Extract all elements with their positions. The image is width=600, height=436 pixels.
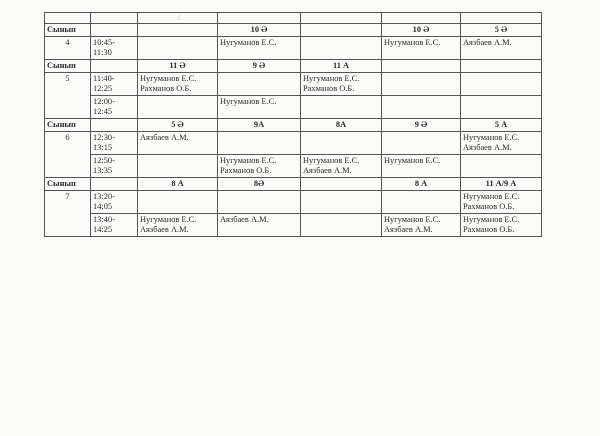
- teacher-name: Нугуманов Е.С.: [220, 156, 277, 165]
- class-name-cell: 10 Ə: [382, 24, 461, 37]
- class-label-cell: Сынып: [45, 119, 91, 132]
- teacher-cell: [138, 132, 218, 155]
- lesson-time-cell: [91, 214, 138, 237]
- teacher-cell: [461, 155, 542, 178]
- teacher-cell: [301, 155, 382, 178]
- time-line: 13:15: [93, 143, 113, 152]
- time-header-cell: [91, 178, 138, 191]
- schedule-table: [44, 12, 542, 237]
- teacher-cell: [382, 37, 461, 60]
- teacher-name: Аязбаев А.М.: [140, 133, 189, 142]
- teacher-cell: [218, 132, 301, 155]
- teacher-name: Рахманов О.Б.: [463, 202, 515, 211]
- lesson-row: [45, 132, 542, 155]
- teacher-cell: [301, 37, 382, 60]
- teacher-cell: [138, 96, 218, 119]
- teacher-name: Аязбаев А.М.: [220, 215, 269, 224]
- teacher-cell: [218, 37, 301, 60]
- lesson-time-cell: [91, 132, 138, 155]
- time-line: 11:40-: [93, 74, 115, 83]
- teacher-name: Аязбаев А.М.: [303, 166, 352, 175]
- class-header-row: [45, 60, 542, 73]
- teacher-cell: [461, 96, 542, 119]
- class-name-cell: 11 Ə: [138, 60, 218, 73]
- table-cell: [218, 13, 301, 24]
- class-name-cell: 10 Ə: [218, 24, 301, 37]
- teacher-cell: [461, 132, 542, 155]
- class-label-cell: Сынып: [45, 178, 91, 191]
- teacher-cell: [301, 132, 382, 155]
- class-name-cell: 11 А: [301, 60, 382, 73]
- teacher-cell: [382, 155, 461, 178]
- lesson-row: [45, 73, 542, 96]
- teacher-cell: [461, 37, 542, 60]
- teacher-cell: [382, 96, 461, 119]
- class-label-cell: Сынып: [45, 24, 91, 37]
- time-line: 14:05: [93, 202, 113, 211]
- time-header-cell: [91, 119, 138, 132]
- teacher-name: Нугуманов Е.С.: [384, 215, 441, 224]
- teacher-cell: [301, 73, 382, 96]
- teacher-name: Нугуманов Е.С.: [140, 215, 197, 224]
- teacher-cell: [138, 214, 218, 237]
- teacher-name: Нугуманов Е.С.: [220, 38, 277, 47]
- teacher-name: Нугуманов Е.С.: [140, 74, 197, 83]
- class-name-cell: [301, 178, 382, 191]
- lesson-time-cell: [91, 37, 138, 60]
- class-name-cell: 11 А/9 А: [461, 178, 542, 191]
- lesson-number-cell: 4: [45, 37, 91, 60]
- teacher-cell: [382, 73, 461, 96]
- class-name-cell: [301, 24, 382, 37]
- teacher-name: Аязбаев А.М.: [384, 225, 433, 234]
- time-header-cell: [91, 24, 138, 37]
- time-line: 12:00-: [93, 97, 115, 106]
- teacher-cell: [138, 155, 218, 178]
- table-cell: [45, 13, 91, 24]
- table-top-fragment-row: [45, 13, 542, 24]
- class-name-cell: [138, 24, 218, 37]
- teacher-name: Нугуманов Е.С.: [463, 215, 520, 224]
- lesson-time-cell: [91, 96, 138, 119]
- teacher-cell: [138, 73, 218, 96]
- teacher-cell: [301, 96, 382, 119]
- lesson-number-cell: 5: [45, 73, 91, 119]
- class-name-cell: 9 Ə: [382, 119, 461, 132]
- teacher-cell: [301, 191, 382, 214]
- teacher-name: Рахманов О.Б.: [303, 84, 355, 93]
- class-name-cell: [382, 60, 461, 73]
- teacher-cell: [218, 214, 301, 237]
- time-line: 11:30: [93, 48, 112, 57]
- time-line: 14:25: [93, 225, 113, 234]
- teacher-name: Нугуманов Е.С.: [303, 74, 360, 83]
- time-line: 13:35: [93, 166, 113, 175]
- time-line: 12:25: [93, 84, 113, 93]
- teacher-cell: [301, 214, 382, 237]
- table-cell: [461, 13, 542, 24]
- class-name-cell: 5 Ə: [138, 119, 218, 132]
- teacher-cell: [461, 191, 542, 214]
- lesson-row: [45, 214, 542, 237]
- teacher-cell: [382, 214, 461, 237]
- lesson-time-cell: [91, 73, 138, 96]
- teacher-name: Рахманов О.Б.: [463, 225, 515, 234]
- class-name-cell: 5 А: [461, 119, 542, 132]
- lesson-row: [45, 191, 542, 214]
- class-label-cell: Сынып: [45, 60, 91, 73]
- class-name-cell: 9 Ə: [218, 60, 301, 73]
- teacher-cell: [218, 191, 301, 214]
- class-header-row: [45, 178, 542, 191]
- class-name-cell: 9А: [218, 119, 301, 132]
- class-header-row: [45, 24, 542, 37]
- class-name-cell: [461, 60, 542, 73]
- teacher-cell: [218, 73, 301, 96]
- lesson-number-cell: 7: [45, 191, 91, 237]
- teacher-name: Нугуманов Е.С.: [220, 97, 277, 106]
- teacher-name: Нугуманов Е.С.: [384, 156, 441, 165]
- lesson-row: [45, 96, 542, 119]
- class-name-cell: 8 А: [382, 178, 461, 191]
- teacher-cell: [138, 191, 218, 214]
- table-cell: [91, 13, 138, 24]
- teacher-name: Нугуманов Е.С.: [303, 156, 360, 165]
- pen-mark: /: [178, 14, 180, 22]
- table-cell: [138, 13, 218, 24]
- teacher-name: Рахманов О.Б.: [140, 84, 192, 93]
- table-cell: [301, 13, 382, 24]
- teacher-cell: [138, 37, 218, 60]
- lesson-number-cell: 6: [45, 132, 91, 178]
- time-line: 12:50-: [93, 156, 115, 165]
- teacher-cell: [218, 155, 301, 178]
- time-line: 12:45: [93, 107, 113, 116]
- table-cell: [382, 13, 461, 24]
- lesson-row: [45, 155, 542, 178]
- lesson-row: [45, 37, 542, 60]
- time-line: 13:40-: [93, 215, 115, 224]
- teacher-cell: [382, 132, 461, 155]
- class-name-cell: 8А: [301, 119, 382, 132]
- teacher-cell: [461, 214, 542, 237]
- time-line: 13:20-: [93, 192, 115, 201]
- class-header-row: [45, 119, 542, 132]
- time-line: 12:30-: [93, 133, 115, 142]
- teacher-cell: [461, 73, 542, 96]
- lesson-time-cell: [91, 191, 138, 214]
- teacher-cell: [382, 191, 461, 214]
- time-line: 10:45-: [93, 38, 115, 47]
- class-name-cell: 5 Ə: [461, 24, 542, 37]
- teacher-name: Аязбаев А.М.: [463, 143, 512, 152]
- teacher-name: Аязбаев А.М.: [140, 225, 189, 234]
- lesson-time-cell: [91, 155, 138, 178]
- class-name-cell: 8Ə: [218, 178, 301, 191]
- teacher-name: Нугуманов Е.С.: [463, 192, 520, 201]
- class-name-cell: 8 А: [138, 178, 218, 191]
- time-header-cell: [91, 60, 138, 73]
- teacher-name: Нугуманов Е.С.: [463, 133, 520, 142]
- teacher-name: Рахманов О.Б.: [220, 166, 272, 175]
- teacher-name: Нугуманов Е.С.: [384, 38, 441, 47]
- teacher-cell: [218, 96, 301, 119]
- teacher-name: Аязбаев А.М.: [463, 38, 512, 47]
